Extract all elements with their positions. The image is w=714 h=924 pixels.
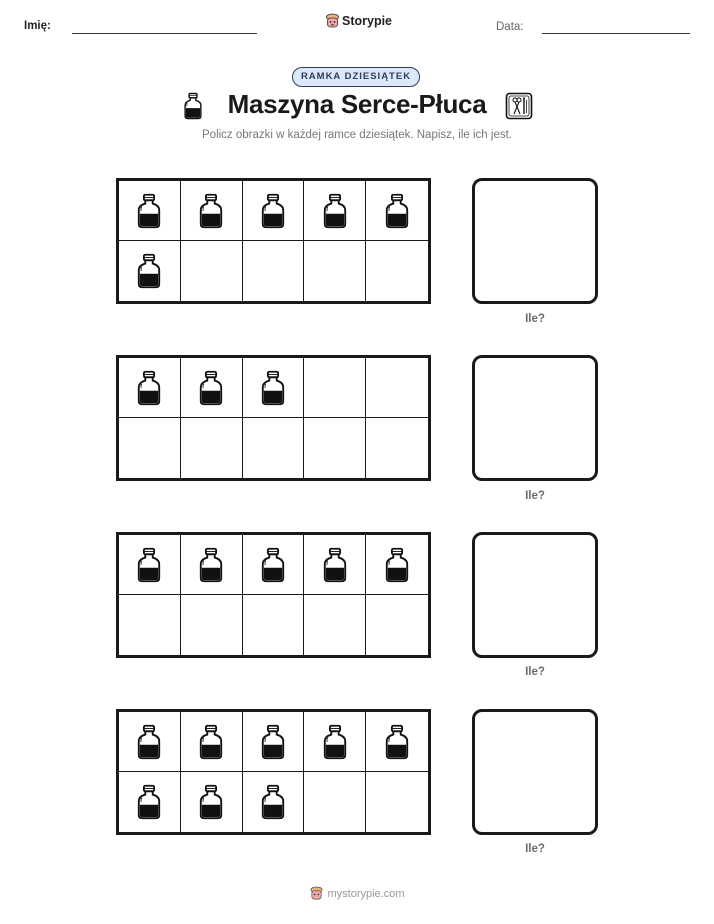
frame-cell [181,358,243,418]
frame-cell [181,241,243,301]
answer-label: Ile? [525,313,545,325]
frame-cell [304,358,366,418]
vial-icon [322,724,348,760]
topic-badge: RAMKA DZIESIĄTEK [292,67,420,87]
frame-cell [366,241,428,301]
frame-cell [243,772,305,832]
vial-icon [260,193,286,229]
footer [0,886,714,901]
ten-frame-2 [116,355,431,481]
frame-cell [304,772,366,832]
instructions: Policz obrazki w każdej ramce dziesiątek. Napisz, ile ich jest. [202,129,512,141]
frame-cell [243,535,305,595]
date-label: Data: [496,21,524,33]
brand-logo [325,13,392,29]
frame-cell [304,712,366,772]
frame-cell [366,535,428,595]
frame-cell [119,181,181,241]
vial-icon [384,547,410,583]
frame-cell [119,241,181,301]
frame-cell [243,595,305,655]
frame-cell [243,418,305,478]
frame-cell [366,712,428,772]
name-line[interactable] [72,33,257,34]
pie-mascot-icon [325,13,340,29]
vial-icon [384,724,410,760]
vial-icon [260,784,286,820]
page-title: Maszyna Serce-Płuca [227,89,487,119]
vial-icon [198,724,224,760]
vial-icon [322,547,348,583]
frame-cell [119,418,181,478]
frame-cell [181,595,243,655]
vial-icon [198,193,224,229]
answer-label: Ile? [525,490,545,502]
answer-box-1[interactable] [472,178,598,304]
vial-icon [136,193,162,229]
vial-icon [136,370,162,406]
vial-icon [322,193,348,229]
frame-cell [304,535,366,595]
frame-cell [119,358,181,418]
answer-label: Ile? [525,843,545,855]
frame-cell [181,181,243,241]
frame-cell [243,241,305,301]
vial-icon [136,253,162,289]
vial-icon [198,547,224,583]
frame-cell [304,241,366,301]
frame-cell [366,772,428,832]
surgical-tools-icon [505,92,533,120]
answer-box-2[interactable] [472,355,598,481]
frame-cell [243,181,305,241]
frame-cell [366,418,428,478]
frame-cell [366,358,428,418]
frame-cell [119,772,181,832]
vial-icon [260,547,286,583]
ten-frame-3 [116,532,431,658]
frame-cell [366,181,428,241]
frame-cell [181,712,243,772]
frame-cell [119,595,181,655]
frame-cell [366,595,428,655]
vial-icon [260,370,286,406]
pie-mascot-icon [309,886,324,901]
brand-name: Storypie [342,14,393,28]
vial-icon [136,547,162,583]
frame-cell [304,418,366,478]
vial-icon [136,724,162,760]
vial-icon [183,92,203,120]
frame-cell [243,358,305,418]
answer-label: Ile? [525,666,545,678]
frame-cell [304,595,366,655]
ten-frame-4 [116,709,431,835]
frame-cell [119,535,181,595]
vial-icon [198,784,224,820]
vial-icon [198,370,224,406]
frame-cell [181,772,243,832]
vial-icon [384,193,410,229]
frame-cell [181,418,243,478]
frame-cell [119,712,181,772]
frame-cell [181,535,243,595]
frame-cell [243,712,305,772]
answer-box-4[interactable] [472,709,598,835]
ten-frame-1 [116,178,431,304]
vial-icon [136,784,162,820]
date-line[interactable] [542,33,690,34]
vial-icon [260,724,286,760]
frame-cell [304,181,366,241]
answer-box-3[interactable] [472,532,598,658]
name-label: Imię: [24,20,51,32]
footer-url: mystorypie.com [327,887,405,900]
